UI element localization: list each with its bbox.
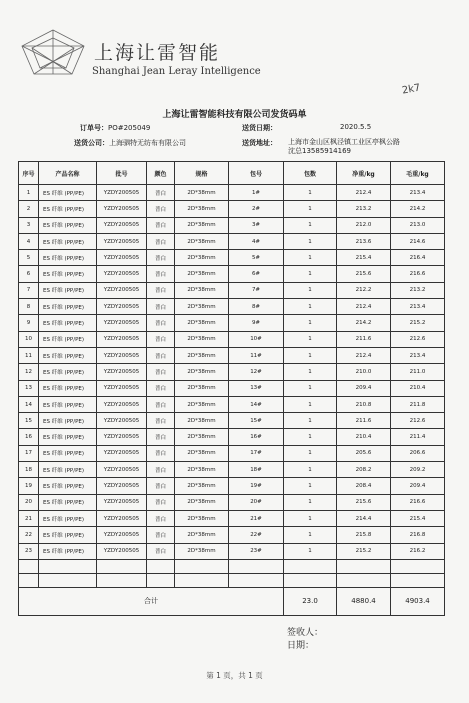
table-cell: 普白 xyxy=(147,413,175,429)
table-cell: 208.2 xyxy=(337,462,391,478)
col-header: 产品名称 xyxy=(39,162,97,185)
table-cell: 1 xyxy=(284,233,337,249)
table-cell: ES 纤维 (PP/PE) xyxy=(39,462,97,478)
table-cell: 2D*38mm xyxy=(175,510,229,526)
table-row xyxy=(19,413,445,429)
table-cell: 210.8 xyxy=(337,396,391,412)
table-cell: 18 xyxy=(19,462,39,478)
table-cell: YZDY200505 xyxy=(97,331,147,347)
table-cell: 215.2 xyxy=(337,543,391,559)
table-cell xyxy=(229,573,284,587)
empty-row xyxy=(19,559,445,573)
table-cell: 2D*38mm xyxy=(175,364,229,380)
table-cell: YZDY200505 xyxy=(97,429,147,445)
table-cell: YZDY200505 xyxy=(97,364,147,380)
table-cell: 普白 xyxy=(147,217,175,233)
table-cell: ES 纤维 (PP/PE) xyxy=(39,364,97,380)
col-header: 包数 xyxy=(284,162,337,185)
table-cell: 普白 xyxy=(147,250,175,266)
table-cell: 19# xyxy=(229,478,284,494)
table-cell: ES 纤维 (PP/PE) xyxy=(39,250,97,266)
table-cell xyxy=(39,573,97,587)
table-cell: 1 xyxy=(284,462,337,478)
table-cell: YZDY200505 xyxy=(97,217,147,233)
table-cell xyxy=(19,559,39,573)
table-cell: 普白 xyxy=(147,527,175,543)
table-cell: YZDY200505 xyxy=(97,527,147,543)
table-cell: 2D*38mm xyxy=(175,315,229,331)
table-cell: 2D*38mm xyxy=(175,527,229,543)
date-label: 送货日期： xyxy=(242,124,277,132)
table-cell: 212.2 xyxy=(337,282,391,298)
table-cell: YZDY200505 xyxy=(97,413,147,429)
table-cell: 216.6 xyxy=(391,494,445,510)
table-cell: 8 xyxy=(19,299,39,315)
table-cell: 2D*38mm xyxy=(175,347,229,363)
table-cell: 普白 xyxy=(147,233,175,249)
table-row xyxy=(19,266,445,282)
table-cell: 211.8 xyxy=(391,396,445,412)
table-cell: 210.4 xyxy=(337,429,391,445)
table-cell: 1 xyxy=(284,217,337,233)
table-cell xyxy=(97,573,147,587)
table-cell: 2D*38mm xyxy=(175,299,229,315)
table-cell: 普白 xyxy=(147,266,175,282)
table-cell: 215.4 xyxy=(337,250,391,266)
table-cell: 21# xyxy=(229,510,284,526)
table-cell: 普白 xyxy=(147,201,175,217)
table-cell: 1 xyxy=(284,413,337,429)
table-cell: 213.4 xyxy=(391,347,445,363)
table-cell: 215.6 xyxy=(337,494,391,510)
table-cell: YZDY200505 xyxy=(97,315,147,331)
table-cell: 8# xyxy=(229,299,284,315)
table-cell: 216.2 xyxy=(391,543,445,559)
table-cell: ES 纤维 (PP/PE) xyxy=(39,347,97,363)
table-cell: 普白 xyxy=(147,494,175,510)
table-cell: 2D*38mm xyxy=(175,494,229,510)
table-row xyxy=(19,445,445,461)
table-cell: 215.8 xyxy=(337,527,391,543)
table-cell: ES 纤维 (PP/PE) xyxy=(39,201,97,217)
table-cell: 209.4 xyxy=(337,380,391,396)
table-cell: 12 xyxy=(19,364,39,380)
table-cell: 2# xyxy=(229,201,284,217)
table-cell: 1 xyxy=(284,543,337,559)
table-cell: 2D*38mm xyxy=(175,250,229,266)
order-label: 订单号： xyxy=(80,124,108,132)
table-cell: 3# xyxy=(229,217,284,233)
table-cell xyxy=(97,559,147,573)
table-cell: YZDY200505 xyxy=(97,282,147,298)
col-header: 颜色 xyxy=(147,162,175,185)
table-cell: ES 纤维 (PP/PE) xyxy=(39,494,97,510)
table-cell: 普白 xyxy=(147,478,175,494)
order-number: PO#205049 xyxy=(108,124,151,132)
table-cell: 213.2 xyxy=(337,201,391,217)
table-cell: 20# xyxy=(229,494,284,510)
table-cell: 普白 xyxy=(147,510,175,526)
table-cell: ES 纤维 (PP/PE) xyxy=(39,478,97,494)
table-cell: 1 xyxy=(284,445,337,461)
table-cell: 212.4 xyxy=(337,347,391,363)
table-cell: 1 xyxy=(284,266,337,282)
table-cell: 普白 xyxy=(147,380,175,396)
table-cell: 211.6 xyxy=(337,331,391,347)
table-cell: YZDY200505 xyxy=(97,250,147,266)
table-cell: YZDY200505 xyxy=(97,266,147,282)
table-cell: 211.0 xyxy=(391,364,445,380)
table-cell: 1 xyxy=(284,527,337,543)
table-cell: 15 xyxy=(19,413,39,429)
table-row xyxy=(19,315,445,331)
table-cell: 普白 xyxy=(147,445,175,461)
table-row xyxy=(19,217,445,233)
table-row xyxy=(19,429,445,445)
table-cell: 213.2 xyxy=(391,282,445,298)
table-cell: 22 xyxy=(19,527,39,543)
table-row xyxy=(19,201,445,217)
table-cell xyxy=(147,573,175,587)
table-row xyxy=(19,380,445,396)
table-cell: 208.4 xyxy=(337,478,391,494)
address-line: 上海市金山区枫泾镇工业区亭枫公路 xyxy=(288,138,400,146)
empty-row xyxy=(19,573,445,587)
table-cell xyxy=(391,559,445,573)
table-row xyxy=(19,478,445,494)
table-cell: 12# xyxy=(229,364,284,380)
table-cell: 214.2 xyxy=(391,201,445,217)
table-cell: 212.6 xyxy=(391,331,445,347)
table-cell: 13# xyxy=(229,380,284,396)
table-cell: 10# xyxy=(229,331,284,347)
table-row xyxy=(19,299,445,315)
delivery-address xyxy=(288,138,438,156)
table-cell: YZDY200505 xyxy=(97,396,147,412)
table-cell: ES 纤维 (PP/PE) xyxy=(39,429,97,445)
total-net-weight: 4880.4 xyxy=(337,587,391,615)
table-cell: 214.2 xyxy=(337,315,391,331)
page-footer: 第 1 页，共 1 页 xyxy=(206,671,263,680)
table-cell: ES 纤维 (PP/PE) xyxy=(39,413,97,429)
table-cell: 普白 xyxy=(147,364,175,380)
table-cell: 普白 xyxy=(147,396,175,412)
table-header-row xyxy=(19,162,445,185)
table-cell: 216.6 xyxy=(391,266,445,282)
table-cell: 16# xyxy=(229,429,284,445)
brand-name-cn: 上海让雷智能 xyxy=(94,42,221,64)
table-cell: 1# xyxy=(229,185,284,201)
table-cell: 1 xyxy=(284,282,337,298)
company-name: 上海驷特无纺布有限公司 xyxy=(109,139,186,147)
table-cell: 216.8 xyxy=(391,527,445,543)
table-cell: ES 纤维 (PP/PE) xyxy=(39,185,97,201)
table-cell: ES 纤维 (PP/PE) xyxy=(39,510,97,526)
table-cell: 212.4 xyxy=(337,185,391,201)
table-cell: 1 xyxy=(284,396,337,412)
table-cell: 普白 xyxy=(147,185,175,201)
table-cell: ES 纤维 (PP/PE) xyxy=(39,233,97,249)
col-header: 净重/kg xyxy=(337,162,391,185)
table-cell: YZDY200505 xyxy=(97,494,147,510)
table-cell: 1 xyxy=(284,250,337,266)
table-cell: 7 xyxy=(19,282,39,298)
signature-date-label: 日期： xyxy=(287,641,315,651)
table-cell: 2D*38mm xyxy=(175,380,229,396)
table-cell: 5# xyxy=(229,250,284,266)
table-cell: 215.2 xyxy=(391,315,445,331)
table-cell: 1 xyxy=(284,347,337,363)
table-cell: ES 纤维 (PP/PE) xyxy=(39,315,97,331)
table-cell xyxy=(391,573,445,587)
table-cell: 216.4 xyxy=(391,250,445,266)
table-cell: 23# xyxy=(229,543,284,559)
table-cell: 17 xyxy=(19,445,39,461)
company-label: 送货公司： xyxy=(74,139,109,147)
table-cell: 普白 xyxy=(147,282,175,298)
table-cell: 212.4 xyxy=(337,299,391,315)
table-cell: 7# xyxy=(229,282,284,298)
receiver-signature-label: 签收人： xyxy=(287,628,324,638)
order-info xyxy=(80,123,150,133)
table-cell: YZDY200505 xyxy=(97,462,147,478)
table-cell: 215.4 xyxy=(391,510,445,526)
table-cell: ES 纤维 (PP/PE) xyxy=(39,331,97,347)
table-cell: 1 xyxy=(284,478,337,494)
table-cell: 19 xyxy=(19,478,39,494)
table-cell: 211.4 xyxy=(391,429,445,445)
total-packs: 23.0 xyxy=(284,587,337,615)
table-cell: YZDY200505 xyxy=(97,299,147,315)
document-title: 上海让雷智能科技有限公司发货码单 xyxy=(162,110,307,120)
table-cell: 2 xyxy=(19,201,39,217)
table-cell: 1 xyxy=(284,185,337,201)
brand-logo xyxy=(20,28,86,78)
table-row xyxy=(19,250,445,266)
table-cell xyxy=(147,559,175,573)
table-cell: 206.6 xyxy=(391,445,445,461)
table-cell: 205.6 xyxy=(337,445,391,461)
table-cell: 普白 xyxy=(147,462,175,478)
table-row xyxy=(19,185,445,201)
table-cell: 211.6 xyxy=(337,413,391,429)
table-cell: 15# xyxy=(229,413,284,429)
table-cell: ES 纤维 (PP/PE) xyxy=(39,380,97,396)
table-cell: 2D*38mm xyxy=(175,396,229,412)
table-cell: ES 纤维 (PP/PE) xyxy=(39,543,97,559)
table-cell: 22# xyxy=(229,527,284,543)
company-info xyxy=(74,138,186,148)
table-cell xyxy=(175,573,229,587)
table-cell: 2D*38mm xyxy=(175,429,229,445)
table-cell: 210.4 xyxy=(391,380,445,396)
table-row xyxy=(19,543,445,559)
table-cell xyxy=(337,573,391,587)
table-cell: 14# xyxy=(229,396,284,412)
shipment-table xyxy=(18,161,445,616)
table-cell xyxy=(39,559,97,573)
col-header: 序号 xyxy=(19,162,39,185)
table-cell: 9 xyxy=(19,315,39,331)
table-cell: 1 xyxy=(284,201,337,217)
table-cell: ES 纤维 (PP/PE) xyxy=(39,266,97,282)
table-cell: 1 xyxy=(284,429,337,445)
table-cell: 9# xyxy=(229,315,284,331)
delivery-date: 2020.5.5 xyxy=(340,123,372,131)
table-cell: YZDY200505 xyxy=(97,380,147,396)
address-label: 送货地址： xyxy=(242,139,277,147)
table-row xyxy=(19,527,445,543)
table-cell: 2D*38mm xyxy=(175,543,229,559)
total-gross-weight: 4903.4 xyxy=(391,587,445,615)
table-cell: 21 xyxy=(19,510,39,526)
table-cell: 2D*38mm xyxy=(175,445,229,461)
table-cell xyxy=(229,559,284,573)
table-cell: 2D*38mm xyxy=(175,217,229,233)
table-row xyxy=(19,282,445,298)
col-header: 批号 xyxy=(97,162,147,185)
table-cell: 1 xyxy=(19,185,39,201)
table-cell: 210.0 xyxy=(337,364,391,380)
col-header: 毛重/kg xyxy=(391,162,445,185)
table-cell: 2D*38mm xyxy=(175,462,229,478)
table-cell: YZDY200505 xyxy=(97,510,147,526)
table-cell: 2D*38mm xyxy=(175,266,229,282)
table-cell: 209.2 xyxy=(391,462,445,478)
table-cell: 2D*38mm xyxy=(175,331,229,347)
table-cell: 2D*38mm xyxy=(175,185,229,201)
table-cell: 2D*38mm xyxy=(175,413,229,429)
table-cell: 213.4 xyxy=(391,185,445,201)
table-cell: 普白 xyxy=(147,331,175,347)
table-cell: 2D*38mm xyxy=(175,233,229,249)
table-cell: 17# xyxy=(229,445,284,461)
table-row xyxy=(19,331,445,347)
table-cell: 215.6 xyxy=(337,266,391,282)
table-cell: ES 纤维 (PP/PE) xyxy=(39,299,97,315)
brand-name-en: Shanghai Jean Leray Intelligence xyxy=(92,66,261,77)
table-cell: 18# xyxy=(229,462,284,478)
table-cell xyxy=(284,559,337,573)
table-cell: 4# xyxy=(229,233,284,249)
table-row xyxy=(19,462,445,478)
table-row xyxy=(19,494,445,510)
table-cell: 212.6 xyxy=(391,413,445,429)
table-cell: 普白 xyxy=(147,543,175,559)
table-cell xyxy=(284,573,337,587)
table-cell: 1 xyxy=(284,510,337,526)
table-cell: 普白 xyxy=(147,429,175,445)
table-cell: 11 xyxy=(19,347,39,363)
table-cell: 23 xyxy=(19,543,39,559)
table-cell: 214.6 xyxy=(391,233,445,249)
table-cell: 11# xyxy=(229,347,284,363)
table-row xyxy=(19,364,445,380)
table-row xyxy=(19,347,445,363)
table-cell: 1 xyxy=(284,299,337,315)
table-cell: 213.4 xyxy=(391,299,445,315)
table-cell xyxy=(175,559,229,573)
table-cell: 214.4 xyxy=(337,510,391,526)
table-cell: 6# xyxy=(229,266,284,282)
table-cell: 1 xyxy=(284,315,337,331)
handwritten-note: 2k7 xyxy=(401,82,422,97)
table-cell: ES 纤维 (PP/PE) xyxy=(39,217,97,233)
table-cell: ES 纤维 (PP/PE) xyxy=(39,445,97,461)
total-label: 合计 xyxy=(19,587,284,615)
address-contact: 沈总13585914169 xyxy=(288,147,351,155)
table-cell: 16 xyxy=(19,429,39,445)
table-cell: 1 xyxy=(284,380,337,396)
table-row xyxy=(19,510,445,526)
table-cell: ES 纤维 (PP/PE) xyxy=(39,527,97,543)
table-cell: YZDY200505 xyxy=(97,185,147,201)
table-cell: 3 xyxy=(19,217,39,233)
table-cell: 4 xyxy=(19,233,39,249)
table-cell xyxy=(337,559,391,573)
table-cell: 13 xyxy=(19,380,39,396)
table-cell: 1 xyxy=(284,494,337,510)
table-row xyxy=(19,396,445,412)
table-cell: 1 xyxy=(284,331,337,347)
table-body xyxy=(19,185,445,588)
table-row xyxy=(19,233,445,249)
table-cell: 213.0 xyxy=(391,217,445,233)
table-cell: YZDY200505 xyxy=(97,201,147,217)
table-cell: 212.0 xyxy=(337,217,391,233)
table-cell: ES 纤维 (PP/PE) xyxy=(39,396,97,412)
table-cell: YZDY200505 xyxy=(97,233,147,249)
col-header: 包号 xyxy=(229,162,284,185)
table-cell: 6 xyxy=(19,266,39,282)
table-cell: 14 xyxy=(19,396,39,412)
table-cell: 20 xyxy=(19,494,39,510)
table-cell: 2D*38mm xyxy=(175,282,229,298)
table-cell: ES 纤维 (PP/PE) xyxy=(39,282,97,298)
table-cell: 10 xyxy=(19,331,39,347)
table-cell: 209.4 xyxy=(391,478,445,494)
table-cell: 普白 xyxy=(147,315,175,331)
table-cell: YZDY200505 xyxy=(97,347,147,363)
table-cell: 213.6 xyxy=(337,233,391,249)
col-header: 规格 xyxy=(175,162,229,185)
table-cell: 5 xyxy=(19,250,39,266)
table-cell: YZDY200505 xyxy=(97,478,147,494)
table-cell: 普白 xyxy=(147,347,175,363)
table-cell: YZDY200505 xyxy=(97,543,147,559)
table-cell: 2D*38mm xyxy=(175,478,229,494)
table-cell: 1 xyxy=(284,364,337,380)
table-cell: 2D*38mm xyxy=(175,201,229,217)
table-cell xyxy=(19,573,39,587)
table-cell: YZDY200505 xyxy=(97,445,147,461)
table-cell: 普白 xyxy=(147,299,175,315)
total-row xyxy=(19,587,445,615)
